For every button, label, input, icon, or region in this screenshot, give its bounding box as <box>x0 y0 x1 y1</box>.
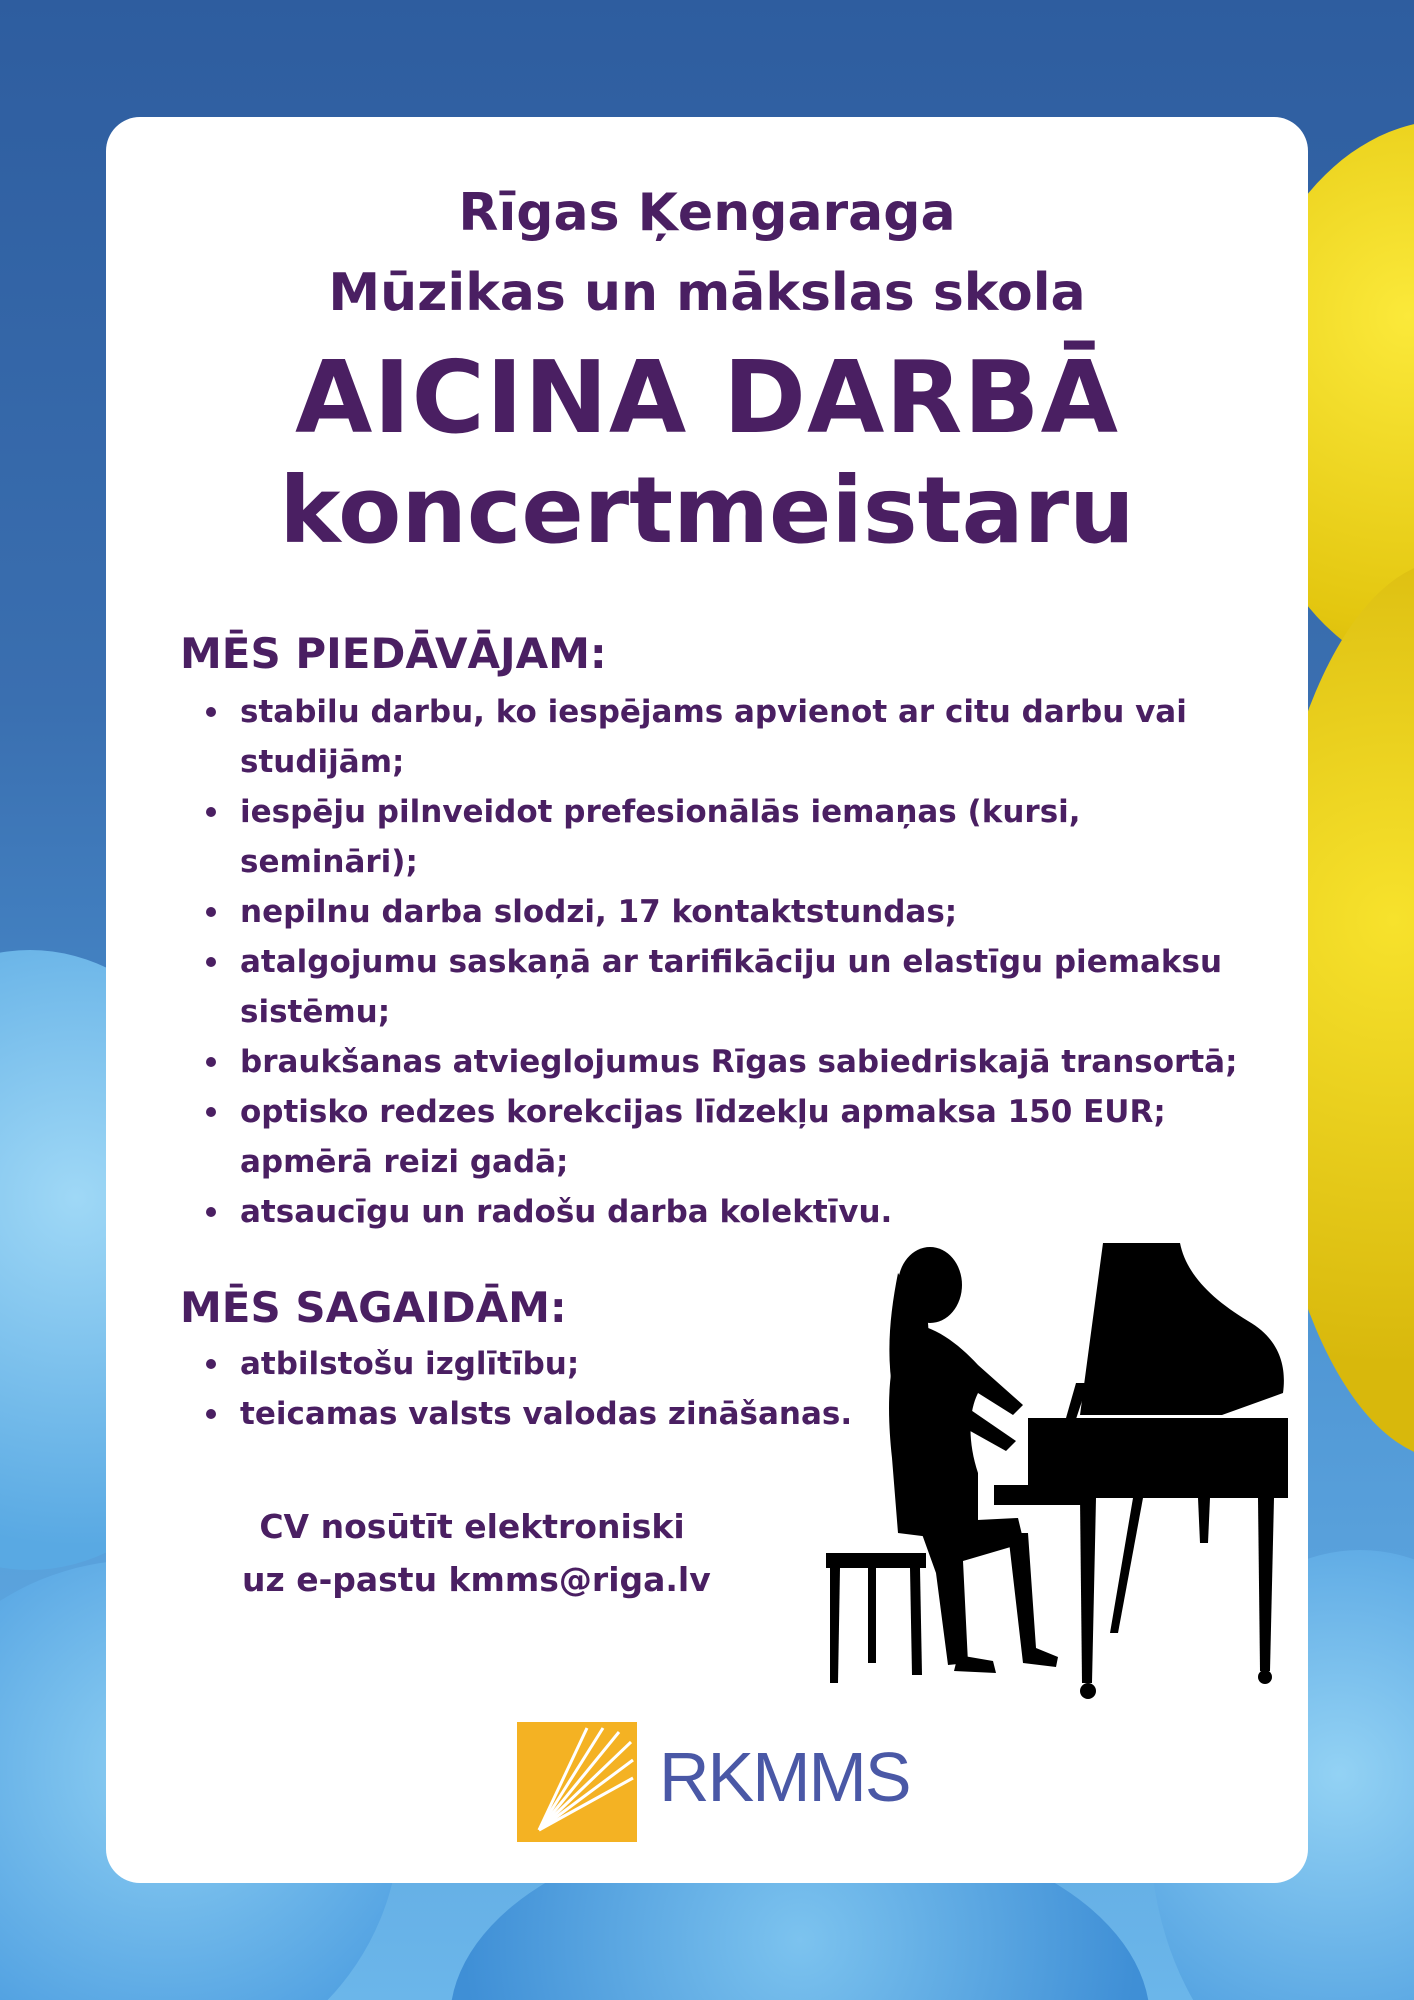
position-title: koncertmeistaru <box>279 457 1135 564</box>
list-item: atbilstošu izglītību; <box>180 1339 900 1389</box>
list-item: atsaucīgu un radošu darba kolektīvu. <box>180 1187 1310 1237</box>
school-name-line1: Rīgas Ķengaraga <box>458 183 956 243</box>
list-item: iespēju pilnveidot prefesionālās iemaņas (kursi, semināri); <box>180 787 1310 887</box>
list-item: optisko redzes korekcijas līdzekļu apmaksa 150 EUR; apmērā reizi gadā; <box>180 1087 1310 1187</box>
list-item: braukšanas atvieglojumus Rīgas sabiedriskajā transortā; <box>180 1037 1310 1087</box>
rays-logo-mark-icon <box>517 1722 637 1842</box>
list-item: atalgojumu saskaņā ar tarifikāciju un elastīgu piemaksu sistēmu; <box>180 937 1310 1037</box>
list-item: teicamas valsts valodas zināšanas. <box>180 1389 900 1439</box>
list-item: nepilnu darba slodzi, 17 kontaktstundas; <box>180 887 1310 937</box>
offers-heading: MĒS PIEDĀVĀJAM: <box>180 629 607 678</box>
poster-card <box>106 117 1308 1883</box>
expects-heading: MĒS SAGAIDĀM: <box>180 1283 567 1332</box>
offers-list <box>180 687 1310 1237</box>
pianist-silhouette-icon <box>818 1243 1318 1723</box>
contact-line1: CV nosūtīt elektroniski <box>259 1507 685 1546</box>
headline: AICINA DARBĀ <box>294 339 1120 456</box>
contact-email-line: uz e-pastu kmms@riga.lv <box>242 1560 711 1599</box>
logo-wordmark: RKMMS <box>659 1738 910 1816</box>
school-name-line2: Mūzikas un mākslas skola <box>328 263 1086 323</box>
expects-list <box>180 1339 900 1439</box>
list-item: stabilu darbu, ko iespējams apvienot ar citu darbu vai studijām; <box>180 687 1310 787</box>
